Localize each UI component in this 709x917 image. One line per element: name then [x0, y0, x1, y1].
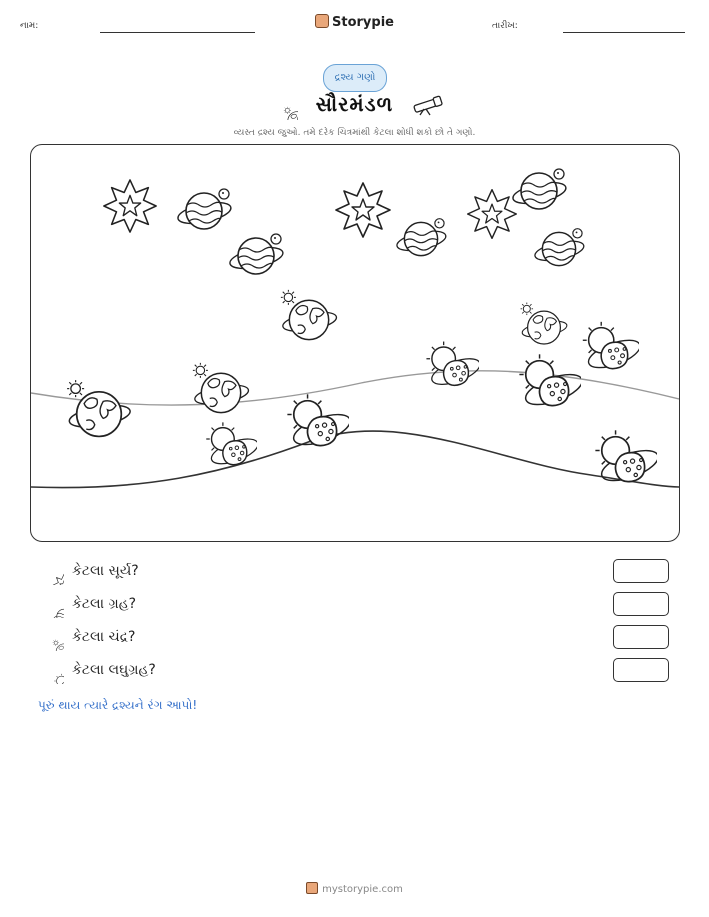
brand-logo [0, 14, 709, 30]
question-text: કેટલા લઘુગ્રહ? [72, 662, 156, 678]
name-field-line[interactable] [100, 32, 255, 33]
storypie-footer-logo-icon [306, 882, 318, 894]
asteroid-icon [40, 660, 64, 684]
category-badge: દ્રશ્ય ગણો [323, 64, 387, 92]
asteroid-2 [426, 342, 483, 390]
planet-5 [533, 229, 585, 266]
question-row [40, 561, 680, 585]
moon-2 [521, 303, 569, 344]
asteroid-6 [595, 430, 661, 486]
asteroid-5 [287, 394, 353, 450]
brand-name: Storypie [332, 15, 394, 30]
answer-box-asteroids[interactable] [613, 658, 669, 682]
sun-3 [468, 190, 517, 239]
planet-2 [228, 234, 285, 274]
question-text: કેટલા સૂર્ય? [72, 563, 139, 579]
scene-canvas [31, 145, 679, 541]
date-field-line[interactable] [563, 32, 685, 33]
answer-box-planets[interactable] [613, 592, 669, 616]
moon-3 [67, 380, 132, 436]
horizon-line-back [31, 371, 679, 405]
coloring-instruction: પૂરું થાય ત્યારે દ્રશ્યને રંગ આપો! [38, 698, 198, 712]
asteroid-4 [206, 422, 261, 468]
answer-box-suns[interactable] [613, 559, 669, 583]
asteroid-1 [583, 322, 644, 373]
footer [0, 882, 709, 895]
planet-4 [511, 169, 568, 209]
footer-url[interactable]: mystorypie.com [322, 884, 403, 895]
telescope-icon [410, 94, 444, 116]
asteroid-3 [519, 354, 585, 410]
instructions: વ્યસ્ત દ્રશ્ય જુઓ. તમે દરેક ચિત્રમાંથી કેટલા શોધી શકો છો તે ગણો. [233, 128, 476, 138]
answer-box-moons[interactable] [613, 625, 669, 649]
moon-1 [281, 290, 338, 340]
page-title: સૌરમંડળ [315, 92, 394, 116]
sun-icon [40, 561, 64, 585]
planet-1 [176, 189, 233, 229]
planet-3 [395, 219, 447, 256]
name-label: નામ: [20, 21, 39, 31]
sun-1 [104, 180, 156, 232]
question-text: કેટલા ચંદ્ર? [72, 629, 136, 645]
question-row [40, 660, 680, 684]
counting-scene [30, 144, 680, 542]
question-row [40, 627, 680, 651]
question-text: કેટલા ગ્રહ? [72, 596, 137, 612]
planet-icon [40, 594, 64, 618]
horizon-line-front [31, 431, 679, 488]
question-row [40, 594, 680, 618]
date-label: તારીખ: [492, 21, 518, 31]
moon-icon [40, 627, 64, 651]
storypie-logo-icon [315, 14, 329, 28]
sun-2 [336, 183, 390, 237]
